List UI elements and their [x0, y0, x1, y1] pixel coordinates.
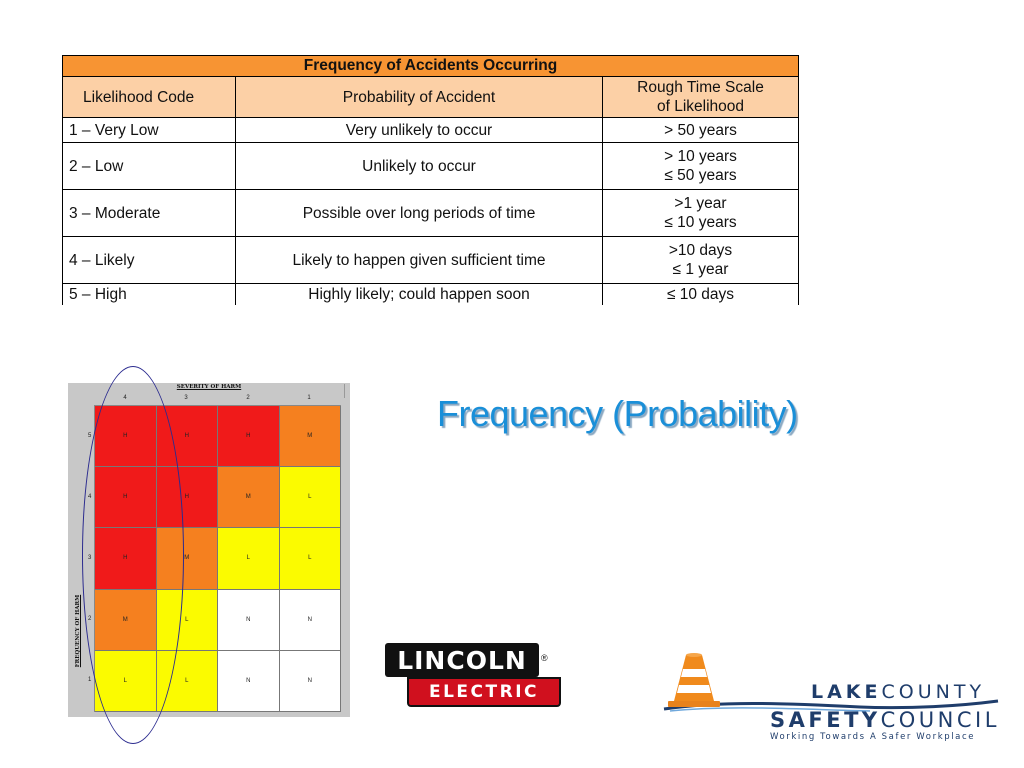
- frequency-row-label: 4: [88, 494, 92, 500]
- severity-col-label: 2: [246, 395, 250, 401]
- time-scale: [603, 237, 799, 284]
- county-text: COUNTY: [881, 681, 986, 703]
- lincoln-logo-bottom: ELECTRIC: [407, 677, 561, 707]
- probability-text: Possible over long periods of time: [236, 190, 603, 237]
- time-scale: [603, 284, 799, 306]
- council-text: COUNCIL: [880, 708, 1000, 732]
- matrix-grid: [94, 405, 341, 712]
- time-scale: [603, 118, 799, 143]
- safety-text: SAFETY: [770, 708, 881, 732]
- time-scale-line2: ≤ 50 years: [664, 167, 737, 184]
- likelihood-code: 5 – High: [63, 284, 236, 306]
- header-time-scale-line2: of Likelihood: [656, 98, 745, 115]
- time-scale-line1: > 10 years: [664, 148, 737, 165]
- lincoln-logo-top: LINCOLN: [385, 643, 539, 677]
- lake-county-text: [811, 681, 985, 703]
- matrix-cell: H: [95, 467, 157, 528]
- header-likelihood-code: Likelihood Code: [63, 77, 236, 118]
- matrix-cell: N: [218, 590, 280, 651]
- time-scale-line2: ≤ 1 year: [672, 261, 729, 278]
- matrix-cell: H: [95, 406, 157, 467]
- lake-logo-tagline: Working Towards A Safer Workplace: [770, 732, 976, 742]
- matrix-cell: N: [280, 651, 342, 712]
- matrix-cell: H: [157, 406, 219, 467]
- safety-council-text: [770, 708, 1000, 732]
- table-row: [63, 143, 799, 190]
- lake-text: LAKE: [811, 681, 882, 703]
- likelihood-code: 1 – Very Low: [63, 118, 236, 143]
- time-scale-line1: ≤ 10 days: [666, 286, 735, 303]
- time-scale-line1: >1 year: [674, 195, 727, 212]
- time-scale: [603, 143, 799, 190]
- matrix-cell: H: [95, 528, 157, 589]
- registered-mark: ®: [541, 653, 548, 663]
- severity-col-label: 3: [184, 395, 188, 401]
- probability-text: Unlikely to occur: [236, 143, 603, 190]
- matrix-cell: N: [280, 590, 342, 651]
- table-row: [63, 118, 799, 143]
- frequency-axis-title: FREQUENCY OF HARM: [75, 594, 81, 668]
- header-time-scale-line1: Rough Time Scale: [637, 79, 764, 96]
- lincoln-electric-logo: [385, 643, 567, 709]
- severity-axis-title: SEVERITY OF HARM: [176, 384, 242, 390]
- severity-col-label: 1: [307, 395, 311, 401]
- lake-county-safety-council-logo: [660, 651, 1000, 747]
- matrix-cell: M: [157, 528, 219, 589]
- matrix-cell: L: [157, 651, 219, 712]
- matrix-cell: L: [280, 467, 342, 528]
- table-row: [63, 190, 799, 237]
- matrix-cell: L: [218, 528, 280, 589]
- matrix-cell: H: [157, 467, 219, 528]
- likelihood-code: 4 – Likely: [63, 237, 236, 284]
- matrix-cell: L: [280, 528, 342, 589]
- probability-text: Highly likely; could happen soon: [236, 284, 603, 306]
- matrix-cell: M: [218, 467, 280, 528]
- page-heading: Frequency (Probability): [437, 393, 798, 434]
- matrix-cell: H: [218, 406, 280, 467]
- frequency-table: [62, 55, 799, 305]
- time-scale-line1: >10 days: [668, 242, 733, 259]
- severity-col-label: 4: [123, 395, 127, 401]
- time-scale-line2: ≤ 10 years: [664, 214, 737, 231]
- matrix-cell: L: [157, 590, 219, 651]
- matrix-cell: M: [95, 590, 157, 651]
- likelihood-code: 2 – Low: [63, 143, 236, 190]
- frequency-row-label: 5: [88, 433, 92, 439]
- frequency-row-label: 1: [88, 677, 92, 683]
- scrollbar-tick: [344, 384, 350, 398]
- probability-text: Likely to happen given sufficient time: [236, 237, 603, 284]
- header-probability: Probability of Accident: [236, 77, 603, 118]
- time-scale-line1: > 50 years: [664, 121, 737, 139]
- matrix-cell: L: [95, 651, 157, 712]
- frequency-row-label: 3: [88, 555, 92, 561]
- time-scale: [603, 190, 799, 237]
- risk-matrix: [68, 383, 350, 717]
- probability-text: Very unlikely to occur: [236, 118, 603, 143]
- header-time-scale: [603, 77, 799, 118]
- table-row: [63, 284, 799, 306]
- frequency-row-label: 2: [88, 616, 92, 622]
- table-row: [63, 237, 799, 284]
- matrix-cell: M: [280, 406, 342, 467]
- matrix-cell: N: [218, 651, 280, 712]
- likelihood-code: 3 – Moderate: [63, 190, 236, 237]
- table-title: Frequency of Accidents Occurring: [63, 56, 799, 77]
